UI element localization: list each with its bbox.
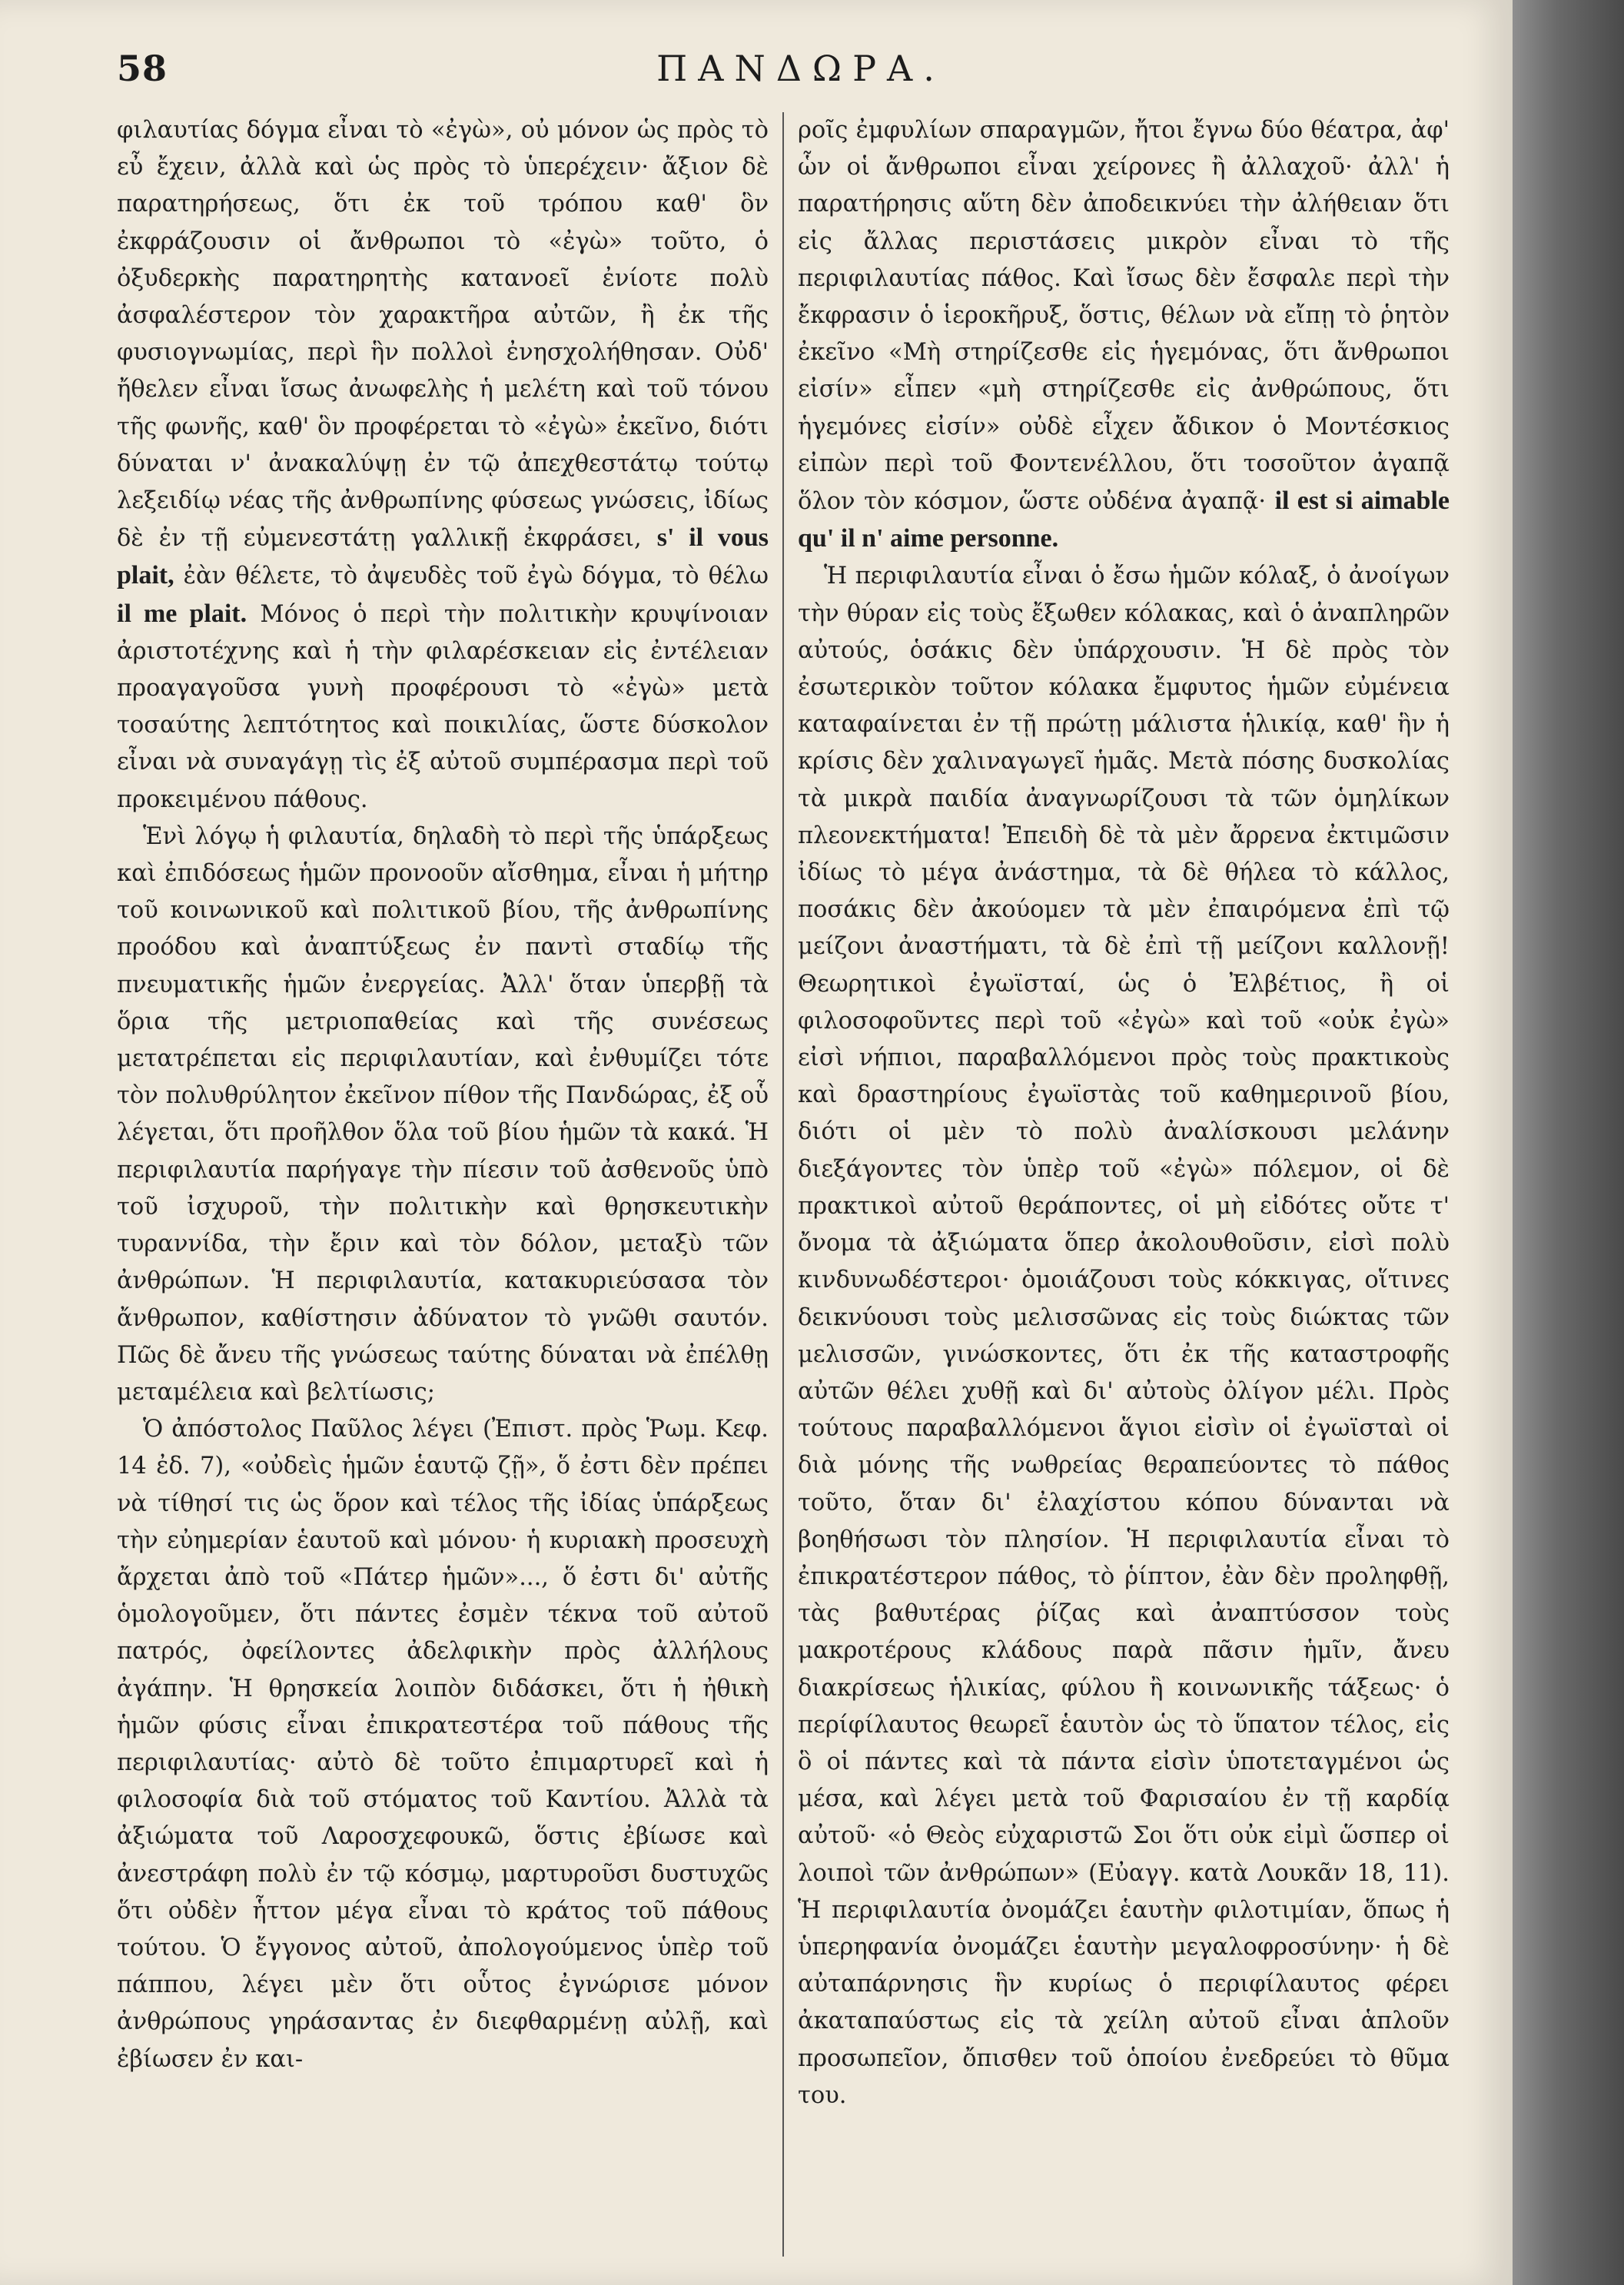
journal-title: ΠΑΝΔΩΡΑ.: [656, 48, 945, 89]
right-paragraph-1: [798, 112, 1450, 558]
left-latin-phrase-2: il me plait.: [117, 599, 247, 628]
running-head: [117, 48, 1485, 101]
left-paragraph-1-text-c: Μόνος ὁ περὶ τὴν πολιτικὴν κρυψίνοιαν ἀριστοτέχνης καὶ ἡ τὴν φιλαρέσκειαν εἰς ἐντέλειαν προαγαγοῦσα γυνὴ προφέρουσι τὸ «ἐγὼ» μετὰ τοσαύτης λεπτότητος καὶ ποικιλίας, ὥστε δύσκολον εἶναι νὰ συναγάγῃ τὶς ἐξ αὐτοῦ συμπέρασμα περὶ τοῦ προκειμένου πάθους.: [117, 600, 769, 813]
left-paragraph-2: Ἑνὶ λόγῳ ἡ φιλαυτία, δηλαδὴ τὸ περὶ τῆς ὑπάρξεως καὶ ἐπιδόσεως ἡμῶν προνοοῦν αἴσθημα, εἶναι ἡ μήτηρ τοῦ κοινωνικοῦ καὶ πολιτικοῦ βίου, τῆς ἀνθρωπίνης προόδου καὶ ἀναπτύξεως ἐν παντὶ σταδίῳ τῆς πνευματικῆς ἡμῶν ἐνεργείας. Ἀλλ' ὅταν ὑπερβῇ τὰ ὅρια τῆς μετριοπαθείας καὶ τῆς συνέσεως μετατρέπεται εἰς περιφιλαυτίαν, καὶ ἐνθυμίζει τότε τὸν πολυθρύλητον ἐκεῖνον πίθον τῆς Πανδώρας, ἐξ οὗ λέγεται, ὅτι προῆλθον ὅλα τοῦ βίου ἡμῶν τὰ κακά. Ἡ περιφιλαυτία παρήγαγε τὴν πίεσιν τοῦ ἀσθενοῦς ὑπὸ τοῦ ἰσχυροῦ, τὴν πολιτικὴν καὶ θρησκευτικὴν τυραννίδα, τὴν ἔριν καὶ τὸν δόλον, μεταξὺ τῶν ἀνθρώπων. Ἡ περιφιλαυτία, κατακυριεύσασα τὸν ἄνθρωπον, καθίστησιν ἀδύνατον τὸ γνῶθι σαυτόν. Πῶς δὲ ἄνευ τῆς γνώσεως ταύτης δύναται νὰ ἐπέλθῃ μεταμέλεια καὶ βελτίωσις;: [117, 822, 769, 1406]
right-column: [798, 112, 1450, 2114]
page-number: 58: [117, 48, 168, 89]
left-paragraph-3: Ὁ ἀπόστολος Παῦλος λέγει (Ἐπιστ. πρὸς Ῥωμ. Κεφ. 14 ἐδ. 7), «οὐδεὶς ἡμῶν ἑαυτῷ ζῇ», ὅ ἐστι δὲν πρέπει νὰ τίθησί τις ὡς ὅρον καὶ τέλος τῆς ἰδίας ὑπάρξεως τὴν εὐημερίαν ἑαυτοῦ καὶ μόνου· ἡ κυριακὴ προσευχὴ ἄρχεται ἀπὸ τοῦ «Πάτερ ἡμῶν»..., ὅ ἐστι δι' αὐτῆς ὁμολογοῦμεν, ὅτι πάντες ἐσμὲν τέκνα τοῦ αὐτοῦ πατρός, ὀφείλοντες ἀδελφικὴν πρὸς ἀλλήλους ἀγάπην. Ἡ θρησκεία λοιπὸν διδάσκει, ὅτι ἡ ἠθικὴ ἡμῶν φύσις εἶναι ἐπικρατεστέρα τοῦ πάθους τῆς περιφιλαυτίας· αὐτὸ δὲ τοῦτο ἐπιμαρτυρεῖ καὶ ἡ φιλοσοφία διὰ τοῦ στόματος τοῦ Καντίου. Ἀλλὰ τὰ ἀξιώματα τοῦ Λαροσχεφουκῶ, ὅστις ἐβίωσε καὶ ἀνεστράφη πολὺ ἐν τῷ κόσμῳ, μαρτυροῦσι δυστυχῶς ὅτι οὐδὲν ἧττον μέγα εἶναι τὸ κράτος τοῦ πάθους τούτου. Ὁ ἔγγονος αὐτοῦ, ἀπολογούμενος ὑπὲρ τοῦ πάππου, λέγει μὲν ὅτι οὗτος ἐγνώρισε μόνον ἀνθρώπους γηράσαντας ἐν διεφθαρμένῃ αὐλῇ, καὶ ἐβίωσεν ἐν και-: [117, 1416, 769, 2073]
left-column: [117, 112, 769, 2078]
column-divider: [782, 112, 784, 2257]
left-paragraph-1-text-a: φιλαυτίας δόγμα εἶναι τὸ «ἐγὼ», οὐ μόνον ὡς πρὸς τὸ εὖ ἔχειν, ἀλλὰ καὶ ὡς πρὸς τὸ ὑπερέχειν· ἄξιον δὲ παρατηρήσεως, ὅτι ἐκ τοῦ τρόπου καθ' ὃν ἐκφράζουσιν οἱ ἄνθρωποι τὸ «ἐγὼ» τοῦτο, ὁ ὀξυδερκὴς παρατηρητὴς κατανοεῖ ἐνίοτε πολὺ ἀσφαλέστερον τὸν χαρακτῆρα αὐτῶν, ἢ ἐκ τῆς φυσιογνωμίας, περὶ ἣν πολλοὶ ἐνησχολήθησαν. Οὐδ' ἤθελεν εἶναι ἴσως ἀνωφελὴς ἡ μελέτη καὶ τοῦ τόνου τῆς φωνῆς, καθ' ὃν προφέρεται τὸ «ἐγὼ» ἐκεῖνο, διότι δύναται ν' ἀνακαλύψῃ ἐν τῷ ἀπεχθεστάτῳ τούτῳ λεξειδίῳ νέας τῆς ἀνθρωπίνης φύσεως γνώσεις, ἰδίως δὲ ἐν τῇ εὐμενεστάτῃ γαλλικῇ ἐκφράσει,: [117, 117, 769, 553]
right-latin-phrase: il est si aimable qu' il n' aime personne.: [798, 487, 1450, 553]
left-paragraph-1: [117, 112, 769, 819]
right-paragraph-2: Ἡ περιφιλαυτία εἶναι ὁ ἔσω ἡμῶν κόλαξ, ὁ ἀνοίγων τὴν θύραν εἰς τοὺς ἔξωθεν κόλακας, καὶ ὁ ἀναπληρῶν αὐτούς, ὁσάκις δὲν ὑπάρχουσιν. Ἡ δὲ πρὸς τὸν ἐσωτερικὸν τοῦτον κόλακα ἔμφυτος ἡμῶν εὐμένεια καταφαίνεται ἐν τῇ πρώτῃ μάλιστα ἡλικίᾳ, καθ' ἣν ἡ κρίσις δὲν χαλιναγωγεῖ ἡμᾶς. Μετὰ πόσης δυσκολίας τὰ μικρὰ παιδία ἀναγνωρίζουσι τὰ τῶν ὁμηλίκων πλεονεκτήματα! Ἐπειδὴ δὲ τὰ μὲν ἄρρενα ἐκτιμῶσιν ἰδίως τὸ μέγα ἀνάστημα, τὰ δὲ θήλεα τὸ κάλλος, ποσάκις δὲν ἀκούομεν τὰ μὲν ἐπαιρόμενα ἐπὶ τῷ μείζονι ἀναστήματι, τὰ δὲ ἐπὶ τῇ μείζονι καλλονῇ! Θεωρητικοὶ ἐγωϊσταί, ὡς ὁ Ἐλβέτιος, ἢ οἱ φιλοσοφοῦντες περὶ τοῦ «ἐγὼ» καὶ τοῦ «οὐκ ἐγὼ» εἰσὶ νήπιοι, παραβαλλόμενοι πρὸς τοὺς πρακτικοὺς καὶ δραστηρίους ἐγωϊστὰς τοῦ καθημερινοῦ βίου, διότι οἱ μὲν τὸ πολὺ ἀναλίσκουσι μελάνην διεξάγοντες τὸν ὑπὲρ τοῦ «ἐγὼ» πόλεμον, οἱ δὲ πρακτικοὶ αὐτοῦ θεράποντες, οἱ μὴ εἰδότες οὔτε τ' ὄνομα τὰ ἀξιώματα ὅπερ ἀκολουθοῦσιν, εἰσὶ πολὺ κινδυνωδέστεροι· ὁμοιάζουσι τοὺς κόκκιγας, οἵτινες δεικνύουσι τοὺς μελισσῶνας εἰς τοὺς διώκτας τῶν μελισσῶν, γινώσκοντες, ὅτι ἐκ τῆς καταστροφῆς αὐτῶν θέλει χυθῇ καὶ δι' αὐτοὺς ὀλίγον μέλι. Πρὸς τούτους παραβαλλόμενοι ἅγιοι εἰσὶν οἱ ἐγωϊσταὶ οἱ διὰ μόνης τῆς νωθρείας θεραπεύοντες τὸ πάθος τοῦτο, ὅταν δι' ἐλαχίστου κόπου δύνανται νὰ βοηθήσωσι τὸν πλησίον. Ἡ περιφιλαυτία εἶναι τὸ ἐπικρατέστερον πάθος, τὸ ῥίπτον, ἐὰν δὲν προληφθῇ, τὰς βαθυτέρας ῥίζας καὶ ἀναπτύσσον τοὺς μακροτέρους κλάδους παρὰ πᾶσιν ἡμῖν, ἄνευ διακρίσεως ἡλικίας, φύλου ἢ κοινωνικῆς τάξεως· ὁ περίφίλαυτος θεωρεῖ ἑαυτὸν ὡς τὸ ὕπατον τέλος, εἰς ὃ οἱ πάντες καὶ τὰ πάντα εἰσὶν ὑποτεταγμένοι ὡς μέσα, καὶ λέγει μετὰ τοῦ Φαρισαίου ἐν τῇ καρδίᾳ αὐτοῦ· «ὁ Θεὸς εὐχαριστῶ Σοι ὅτι οὐκ εἰμὶ ὥσπερ οἱ λοιποὶ τῶν ἀνθρώπων» (Εὐαγγ. κατὰ Λουκᾶν 18, 11). Ἡ περιφιλαυτία ὀνομάζει ἑαυτὴν φιλοτιμίαν, ὅπως ἡ ὑπερηφανία ὀνομάζει ἑαυτὴν μεγαλοφροσύνην· ἡ δὲ αὐταπάρνησις ἣν κυρίως ὁ περιφίλαυτος φέρει ἀκαταπαύστως εἰς τὰ χείλη αὐτοῦ εἶναι ἁπλοῦν προσωπεῖον, ὄπισθεν τοῦ ὁποίου ἐνεδρεύει τὸ θῦμα του.: [798, 563, 1450, 2109]
left-paragraph-1-text-b: ἐὰν θέλετε, τὸ ἀψευδὲς τοῦ ἐγὼ δόγμα, τὸ θέλω: [183, 563, 769, 590]
left-latin-phrase-1: s' il vous plait,: [117, 523, 769, 590]
right-paragraph-1-text: ροῖς ἐμφυλίων σπαραγμῶν, ἤτοι ἔγνω δύο θέατρα, ἀφ' ὧν οἱ ἄνθρωποι εἶναι χείρονες ἢ ἀλλαχοῦ· ἀλλ' ἡ παρατήρησις αὕτη δὲν ἀποδεικνύει τὴν ἀλήθειαν ὅτι εἰς ἄλλας περιστάσεις μικρὸν εἶναι τὸ τῆς περιφιλαυτίας πάθος. Καὶ ἴσως δὲν ἔσφαλε περὶ τὴν ἔκφρασιν ὁ ἱεροκῆρυξ, ὅστις, θέλων νὰ εἴπῃ τὸ ῥητὸν ἐκεῖνο «Μὴ στηρίζεσθε εἰς ἡγεμόνας, ὅτι ἄνθρωποι εἰσίν» εἶπεν «μὴ στηρίζεσθε εἰς ἀνθρώπους, ὅτι ἡγεμόνες εἰσίν» οὐδὲ εἶχεν ἄδικον ὁ Μοντέσκιος εἰπὼν περὶ τοῦ Φοντενέλλου, ὅτι τοσοῦτον ἀγαπᾷ ὅλον τὸν κόσμον, ὥστε οὐδένα ἀγαπᾷ·: [798, 117, 1450, 516]
book-page-edge: [1513, 0, 1624, 2285]
